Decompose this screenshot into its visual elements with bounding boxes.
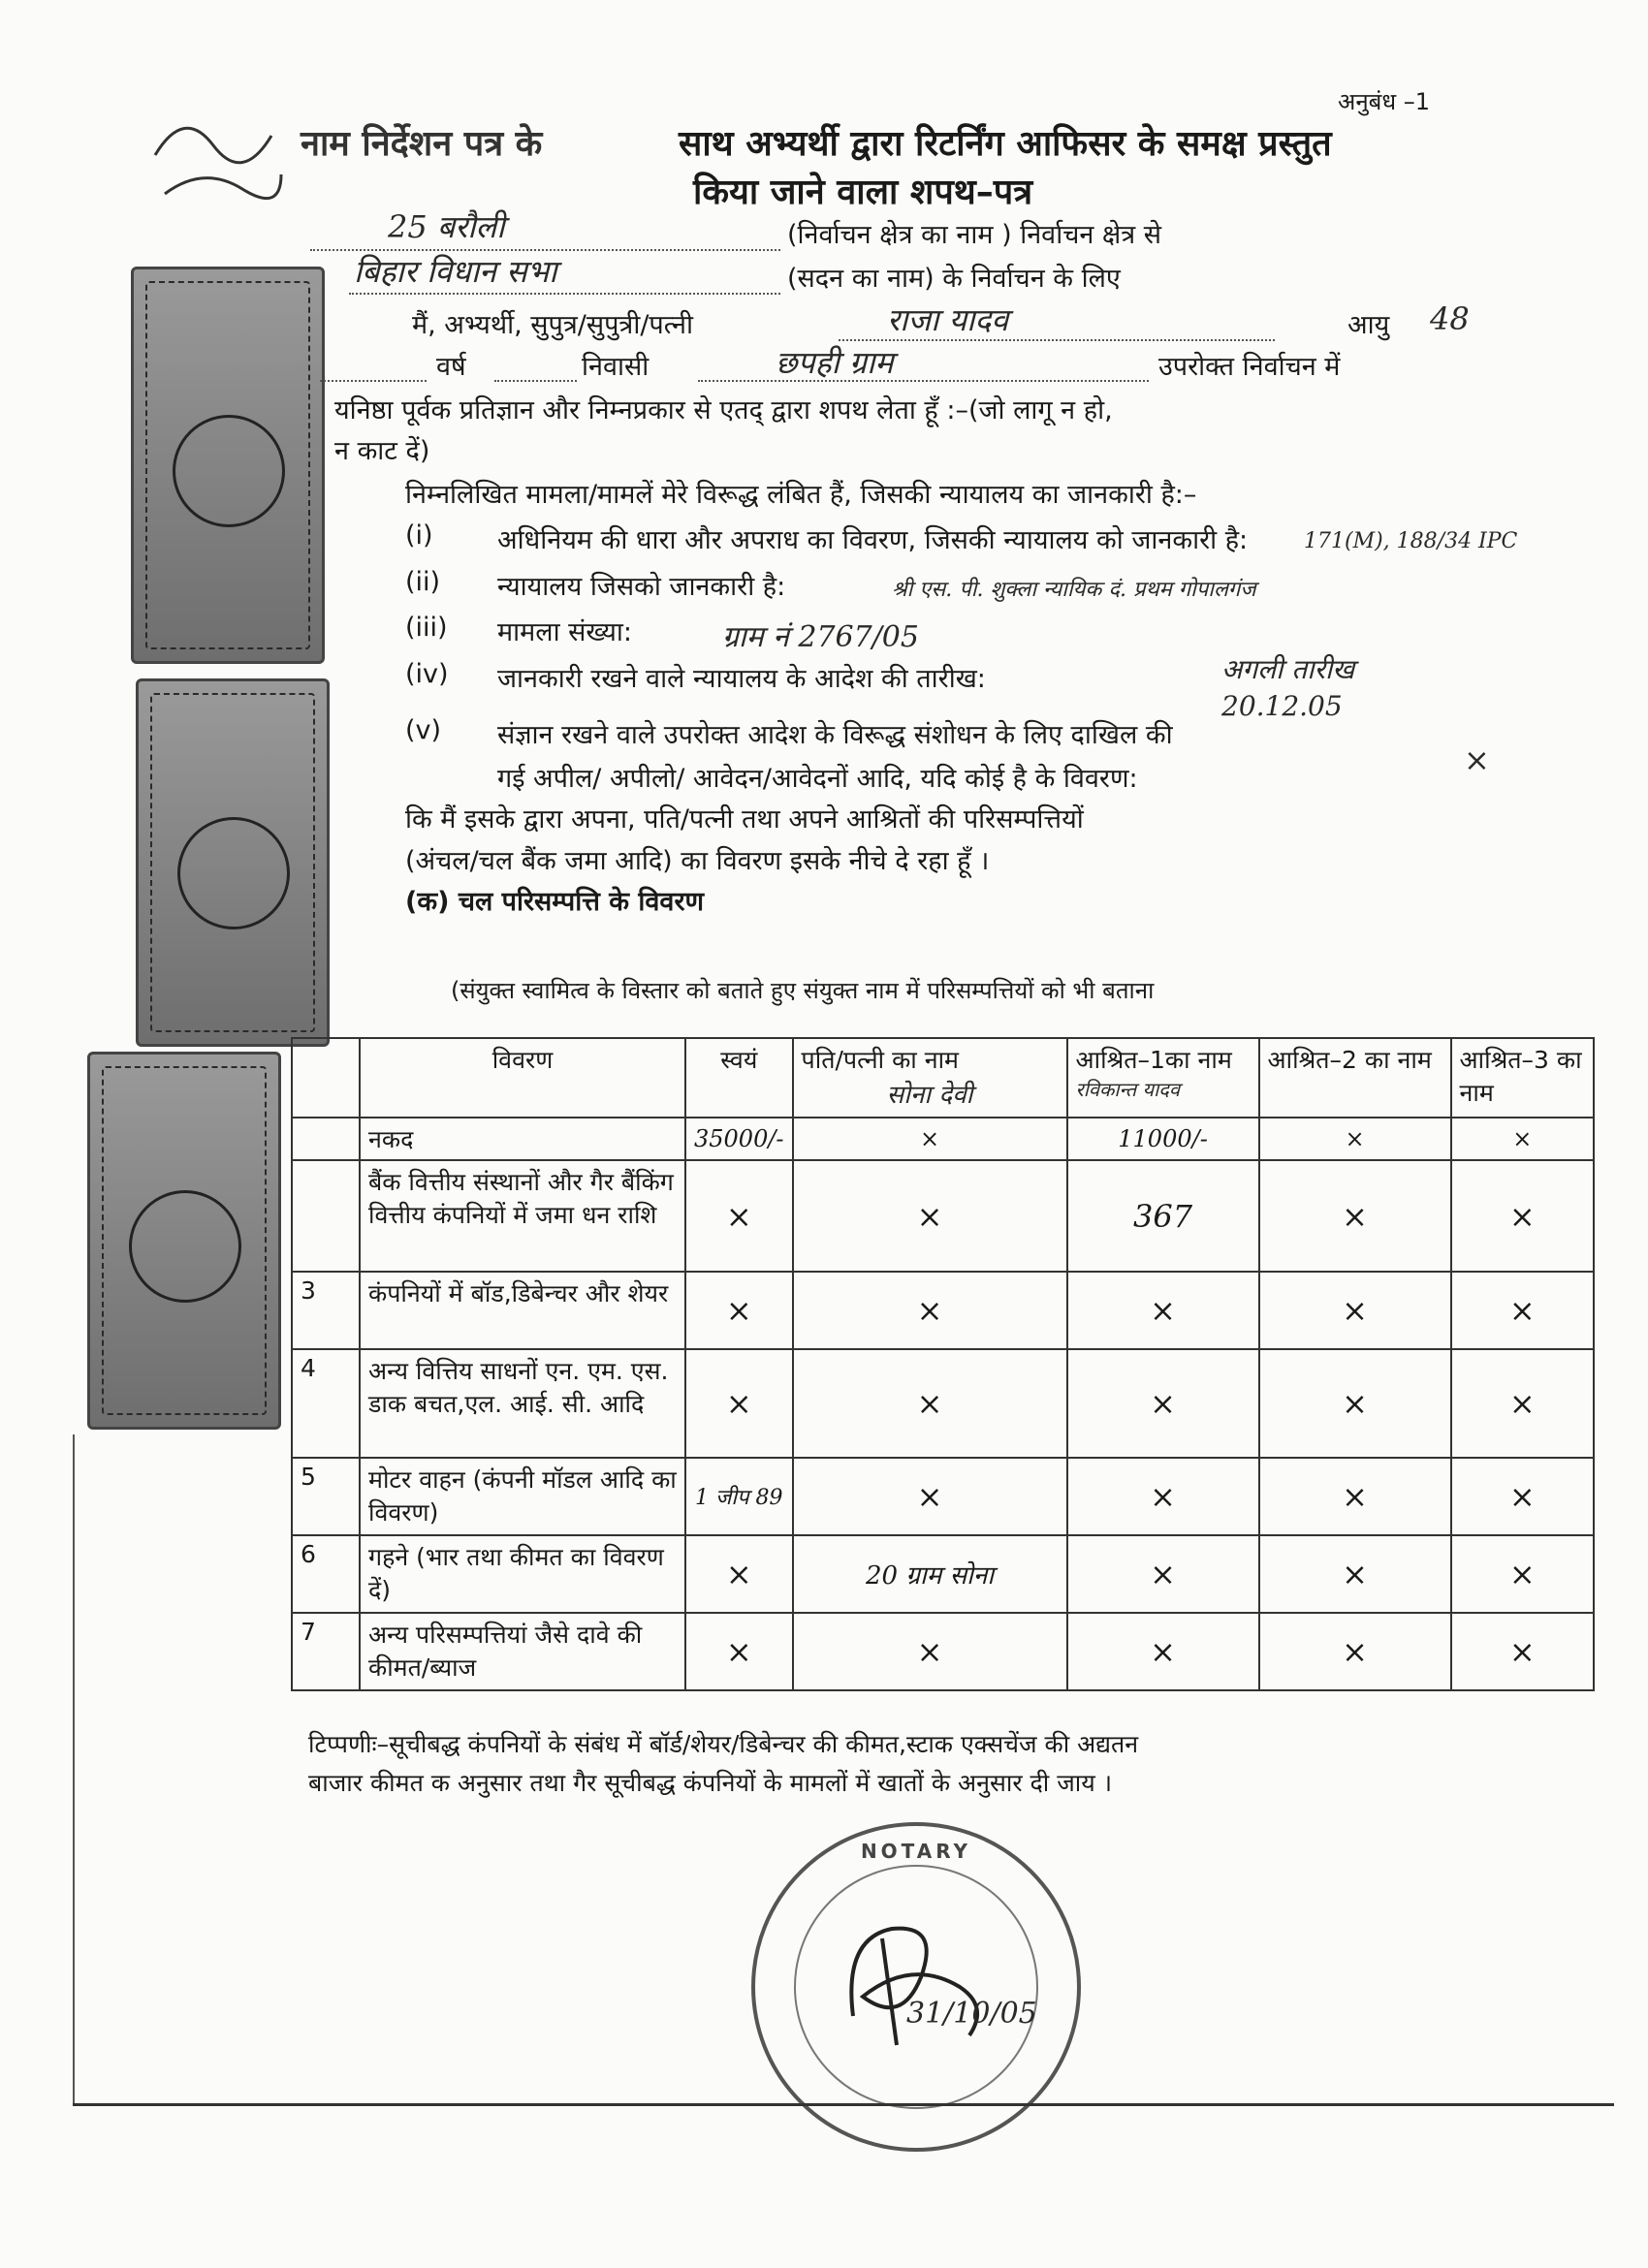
oath-line2: न काट दें): [334, 436, 430, 466]
row-num: [292, 1160, 360, 1272]
age-value: 48: [1430, 300, 1470, 337]
header-dependent-3: आश्रित–3 का नाम: [1451, 1038, 1594, 1118]
bottom-border-line: [73, 2103, 1614, 2106]
case-hw-1: 171(M), 188/34 IPC: [1304, 529, 1518, 553]
table-row: [292, 1160, 1594, 1272]
case-hw-5: ×: [1464, 741, 1490, 778]
row-dep1: ×: [1067, 1613, 1259, 1690]
case-text-5: संज्ञान रखने वाले उपरोक्त आदेश के विरूद्ध संशोधन के लिए दाखिल की: [497, 720, 1173, 750]
notary-seal-label: NOTARY: [860, 1840, 972, 1863]
house-value: बिहार विधान सभा: [354, 253, 557, 290]
case-text-2: न्यायालय जिसको जानकारी है:: [497, 572, 786, 602]
row-dep2: ×: [1259, 1118, 1451, 1160]
row-desc: अन्य वित्तिय साधनों एन. एम. एस. डाक बचत,एल. आई. सी. आदि: [360, 1349, 685, 1458]
left-border-line: [73, 1434, 75, 2103]
row-dep3: ×: [1451, 1160, 1594, 1272]
constituency-label: (निर्वाचन क्षेत्र का नाम ) निर्वाचन क्षेत्र से: [787, 220, 1162, 250]
row-desc: नकद: [360, 1118, 685, 1160]
title-line2: किया जाने वाला शपथ–पत्र: [693, 173, 1033, 212]
row-dep1: 11000/-: [1067, 1118, 1259, 1160]
row-self: ×: [685, 1349, 793, 1458]
row-desc: गहने (भार तथा कीमत का विवरण दें): [360, 1535, 685, 1613]
case-text-3: मामला संख्या:: [497, 617, 632, 647]
row-desc: कंपनियों में बॉड,डिबेन्चर और शेयर: [360, 1272, 685, 1349]
row-dep2: ×: [1259, 1272, 1451, 1349]
row-desc: मोटर वाहन (कंपनी मॉडल आदि का विवरण): [360, 1458, 685, 1535]
annex-label: अनुबंध –1: [1338, 88, 1431, 115]
row-dep3: ×: [1451, 1613, 1594, 1690]
row-spouse: 20 ग्राम सोना: [793, 1535, 1067, 1613]
joint-ownership-note: (संयुक्त स्वामित्व के विस्तार को बताते हुए संयुक्त नाम में परिसम्पत्तियों को भी बताना: [451, 977, 1155, 1004]
row-num: 5: [292, 1458, 360, 1535]
table-row: [292, 1272, 1594, 1349]
case-hw-4: अगली तारीख 20.12.05: [1221, 653, 1355, 722]
age-label: आयु: [1347, 310, 1390, 340]
row-dep2: ×: [1259, 1613, 1451, 1690]
case-hw-2: श्री एस. पी. शुक्ला न्यायिक दं. प्रथम गोपालगंज: [892, 578, 1256, 602]
case-hw-3: ग्राम नं 2767/05: [722, 620, 919, 654]
case-num-2: (ii): [405, 567, 441, 597]
candidate-name: राजा यादव: [887, 301, 1009, 338]
spouse-name-hw: सोना देवी: [886, 1081, 973, 1110]
row-dep2: ×: [1259, 1458, 1451, 1535]
court-fee-stamp-3: [87, 1052, 281, 1430]
notary-signature: [824, 1900, 1076, 2064]
header-dependent-2: आश्रित–2 का नाम: [1259, 1038, 1451, 1118]
title-left: नाम निर्देशन पत्र के: [301, 124, 543, 164]
table-row: [292, 1118, 1594, 1160]
row-dep2: ×: [1259, 1160, 1451, 1272]
years-label: वर्ष: [436, 352, 466, 382]
row-desc: अन्य परिसम्पत्तियां जैसे दावे की कीमत/ब्याज: [360, 1613, 685, 1690]
row-spouse: ×: [793, 1272, 1067, 1349]
court-fee-stamp-1: [131, 267, 325, 664]
table-header-row: [292, 1038, 1594, 1118]
table-row: [292, 1349, 1594, 1458]
notary-sign-date: 31/10/05: [906, 1997, 1037, 2031]
constituency-value: 25 बरौली: [388, 208, 505, 245]
assets-intro-line2: (अंचल/चल बैंक जमा आदि) का विवरण इसके नीचे दे रहा हूँ ।: [405, 846, 990, 876]
row-num: 3: [292, 1272, 360, 1349]
movable-assets-table: [291, 1037, 1595, 1691]
assets-intro-line1: कि मैं इसके द्वारा अपना, पति/पत्नी तथा अपने आश्रितों की परिसम्पत्तियों: [405, 804, 1084, 835]
case-text-1: अधिनियम की धारा और अपराध का विवरण, जिसकी न्यायालय को जानकारी है:: [497, 525, 1249, 555]
row-dep1: ×: [1067, 1349, 1259, 1458]
row-spouse: ×: [793, 1613, 1067, 1690]
header-spouse-label: पति/पत्नी का नाम: [801, 1046, 959, 1074]
row-num: [292, 1118, 360, 1160]
case-text-5-cont: गई अपील/ अपीलो/ आवेदन/आवेदनों आदि, यदि कोई है के विवरण:: [497, 764, 1138, 794]
header-num: [292, 1038, 360, 1118]
row-dep1: ×: [1067, 1458, 1259, 1535]
case-text-4: जानकारी रखने वाले न्यायालय के आदेश की तारीख:: [497, 664, 986, 694]
row-spouse: ×: [793, 1160, 1067, 1272]
movable-assets-heading: (क) चल परिसम्पत्ति के विवरण: [405, 887, 705, 917]
row-dep3: ×: [1451, 1118, 1594, 1160]
footnote-line1: टिप्पणीः–सूचीबद्ध कंपनियों के संबंध में बॉर्ड/शेयर/डिबेन्चर की कीमत,स्टाक एक्सचेंज की अद्यतन: [308, 1730, 1139, 1758]
above-label: उपरोक्त निर्वाचन में: [1158, 352, 1341, 382]
row-self: ×: [685, 1535, 793, 1613]
row-self: ×: [685, 1613, 793, 1690]
row-dep1: ×: [1067, 1272, 1259, 1349]
row-num: 7: [292, 1613, 360, 1690]
row-self: ×: [685, 1272, 793, 1349]
title-right: साथ अभ्यर्थी द्वारा रिटर्निंग आफिसर के समक्ष प्रस्तुत: [679, 124, 1332, 164]
row-spouse: ×: [793, 1118, 1067, 1160]
cases-intro: निम्नलिखित मामला/मामलें मेरे विरूद्ध लंबित हैं, जिसकी न्यायालय का जानकारी है:–: [405, 480, 1197, 510]
row-dep3: ×: [1451, 1349, 1594, 1458]
dependent-1-name-hw: रविकान्त यादव: [1075, 1078, 1181, 1101]
court-fee-stamp-2: [136, 678, 330, 1047]
row-dep3: ×: [1451, 1272, 1594, 1349]
header-self: स्वयं: [685, 1038, 793, 1118]
oath-line1: यनिष्ठा पूर्वक प्रतिज्ञान और निम्नप्रकार से एतद् द्वारा शपथ लेता हूँ :–(जो लागू न हो,: [334, 395, 1113, 425]
row-dep2: ×: [1259, 1535, 1451, 1613]
header-dependent-1: [1067, 1038, 1259, 1118]
row-dep1: ×: [1067, 1535, 1259, 1613]
candidate-prefix: मैं, अभ्यर्थी, सुपुत्र/सुपुत्री/पत्नी: [412, 310, 694, 340]
row-desc: बैंक वित्तीय संस्थानों और गैर बैंकिंग वित्तीय कंपनियों में जमा धन राशि: [360, 1160, 685, 1272]
case-num-4: (iv): [405, 659, 449, 689]
case-num-3: (iii): [405, 613, 448, 643]
footnote-line2: बाजार कीमत क अनुसार तथा गैर सूचीबद्ध कंपनियों के मामलों में खातों के अनुसार दी जाय ।: [308, 1769, 1113, 1797]
row-num: 6: [292, 1535, 360, 1613]
table-row: [292, 1613, 1594, 1690]
row-spouse: ×: [793, 1349, 1067, 1458]
table-row: [292, 1458, 1594, 1535]
row-self: 1 जीप 89: [685, 1458, 793, 1535]
row-dep3: ×: [1451, 1535, 1594, 1613]
row-dep3: ×: [1451, 1458, 1594, 1535]
row-dep2: ×: [1259, 1349, 1451, 1458]
row-self: ×: [685, 1160, 793, 1272]
header-description: विवरण: [360, 1038, 685, 1118]
resident-value: छपही ग्राम: [776, 344, 894, 381]
house-label: (सदन का नाम) के निर्वाचन के लिए: [787, 264, 1121, 294]
case-num-5: (v): [405, 715, 442, 745]
row-dep1: 367: [1067, 1160, 1259, 1272]
row-num: 4: [292, 1349, 360, 1458]
resident-label: निवासी: [582, 352, 650, 382]
row-spouse: ×: [793, 1458, 1067, 1535]
header-dependent-1-label: आश्रित–1का नाम: [1075, 1046, 1232, 1074]
case-num-1: (i): [405, 520, 433, 551]
row-self: 35000/-: [685, 1118, 793, 1160]
header-spouse: [793, 1038, 1067, 1118]
margin-scribble: [145, 97, 291, 213]
table-row: [292, 1535, 1594, 1613]
